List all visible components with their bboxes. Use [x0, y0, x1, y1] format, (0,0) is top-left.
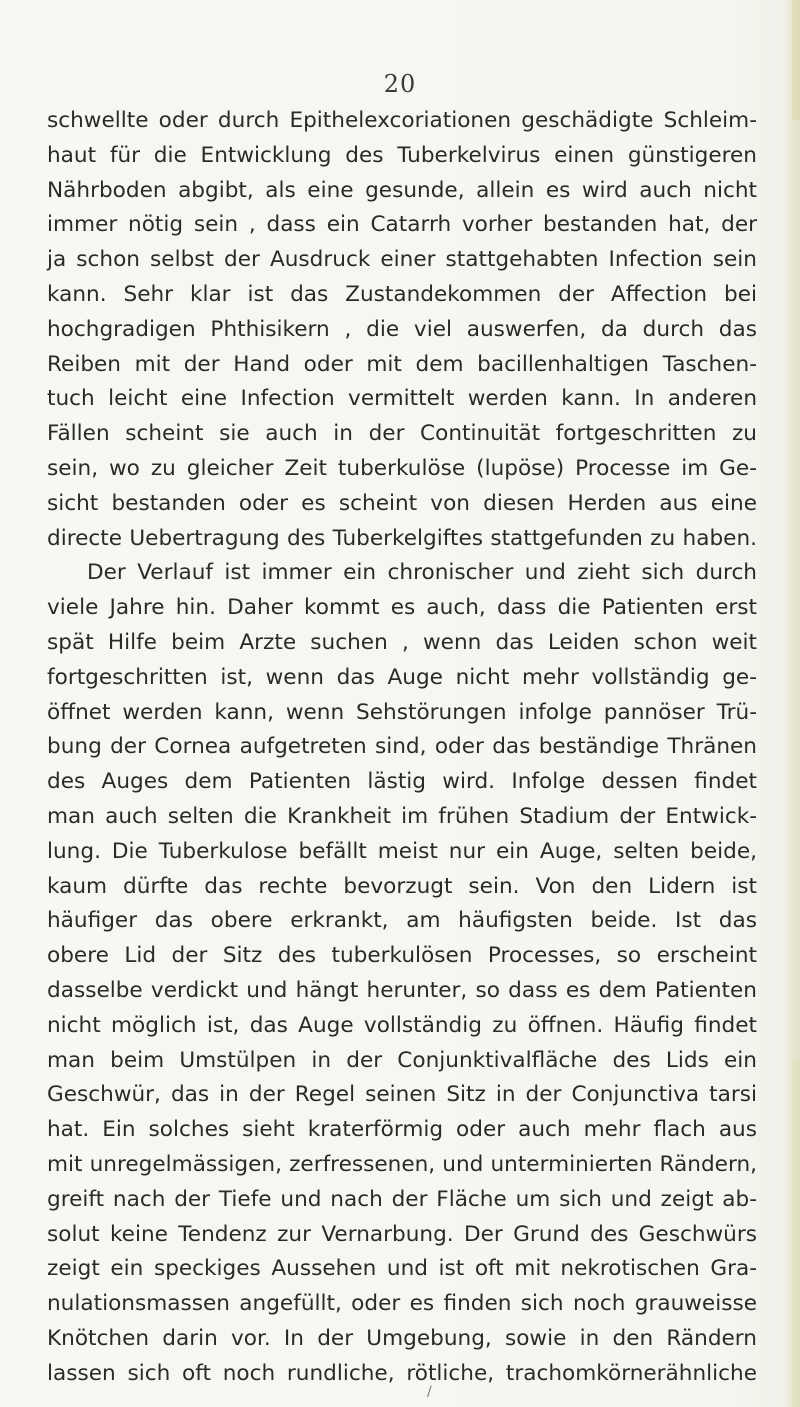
text-line: directe Uebertragung des Tuberkelgiftes stattgefunden zu haben. — [47, 525, 757, 551]
text-line: sicht bestanden oder es scheint von diesen Herden aus eine — [47, 490, 757, 516]
text-line: man auch selten die Krankheit im frühen Stadium der Entwick- — [47, 803, 757, 829]
text-line: Fällen scheint sie auch in der Continuität fortgeschritten zu — [47, 421, 757, 447]
text-line: tuch leicht eine Infection vermittelt werden kann. In anderen — [47, 386, 757, 412]
text-line: häufiger das obere erkrankt, am häufigsten beide. Ist das — [47, 908, 757, 934]
text-line: greift nach der Tiefe und nach der Fläche um sich und zeigt ab- — [47, 1186, 757, 1212]
text-line: ja schon selbst der Ausdruck einer stattgehabten Infection sein — [47, 247, 757, 273]
text-line: nulationsmassen angefüllt, oder es finden sich noch grauweisse — [47, 1291, 757, 1317]
text-line: kaum dürfte das rechte bevorzugt sein. Von den Lidern ist — [47, 873, 757, 899]
text-line: Knötchen darin vor. In der Umgebung, sowie in den Rändern — [47, 1325, 757, 1351]
body-text — [47, 104, 757, 1391]
text-line: sein, wo zu gleicher Zeit tuberkulöse (lupöse) Processe im Ge- — [47, 455, 757, 481]
page-number: 20 — [383, 70, 417, 98]
text-line: viele Jahre hin. Daher kommt es auch, dass die Patienten erst — [47, 595, 757, 621]
text-line: obere Lid der Sitz des tuberkulösen Processes, so erscheint — [47, 943, 757, 969]
text-line: zeigt ein speckiges Aussehen und ist oft mit nekrotischen Gra- — [47, 1256, 757, 1282]
text-line: des Auges dem Patienten lästig wird. Infolge dessen findet — [47, 769, 757, 795]
text-line: dasselbe verdickt und hängt herunter, so dass es dem Patienten — [47, 977, 757, 1003]
text-line: mit unregelmässigen, zerfressenen, und unterminierten Rändern, — [47, 1151, 757, 1177]
text-line: spät Hilfe beim Arzte suchen , wenn das Leiden schon weit — [47, 629, 757, 655]
text-line: hat. Ein solches sieht kraterförmig oder auch mehr flach aus — [47, 1117, 757, 1143]
text-line: Geschwür, das in der Regel seinen Sitz in der Conjunctiva tarsi — [47, 1082, 757, 1108]
text-line: kann. Sehr klar ist das Zustandekommen der Affection bei — [47, 281, 757, 307]
text-line: öffnet werden kann, wenn Sehstörungen infolge pannöser Trü- — [47, 699, 757, 725]
text-line: immer nötig sein , dass ein Catarrh vorher bestanden hat, der — [47, 212, 757, 238]
text-line: solut keine Tendenz zur Vernarbung. Der Grund des Geschwürs — [47, 1221, 757, 1247]
text-line: bung der Cornea aufgetreten sind, oder das beständige Thränen — [47, 734, 757, 760]
text-line: lung. Die Tuberkulose befällt meist nur ein Auge, selten beide, — [47, 838, 757, 864]
page-edge-tint — [792, 1060, 800, 1407]
text-line: haut für die Entwicklung des Tuberkelvirus einen günstigeren — [47, 142, 757, 168]
text-line: schwellte oder durch Epithelexcoriationen geschädigte Schleim- — [47, 108, 757, 133]
text-line: lassen sich oft noch rundliche, rötliche, trachomkörnerähnliche — [47, 1360, 757, 1386]
text-line: nicht möglich ist, das Auge vollständig zu öffnen. Häufig findet — [47, 1012, 757, 1038]
text-line: Der Verlauf ist immer ein chronischer und zieht sich durch — [87, 560, 757, 586]
text-line: Reiben mit der Hand oder mit dem bacillenhaltigen Taschen- — [47, 351, 757, 377]
text-line: man beim Umstülpen in der Conjunktivalfläche des Lids ein — [47, 1047, 757, 1073]
text-line: fortgeschritten ist, wenn das Auge nicht mehr vollständig ge- — [47, 664, 757, 690]
text-line: hochgradigen Phthisikern , die viel auswerfen, da durch das — [47, 316, 757, 342]
text-line: Nährboden abgibt, als eine gesunde, allein es wird auch nicht — [47, 177, 757, 203]
bottom-mark: / — [427, 1384, 432, 1400]
page-edge-tint — [792, 0, 800, 120]
